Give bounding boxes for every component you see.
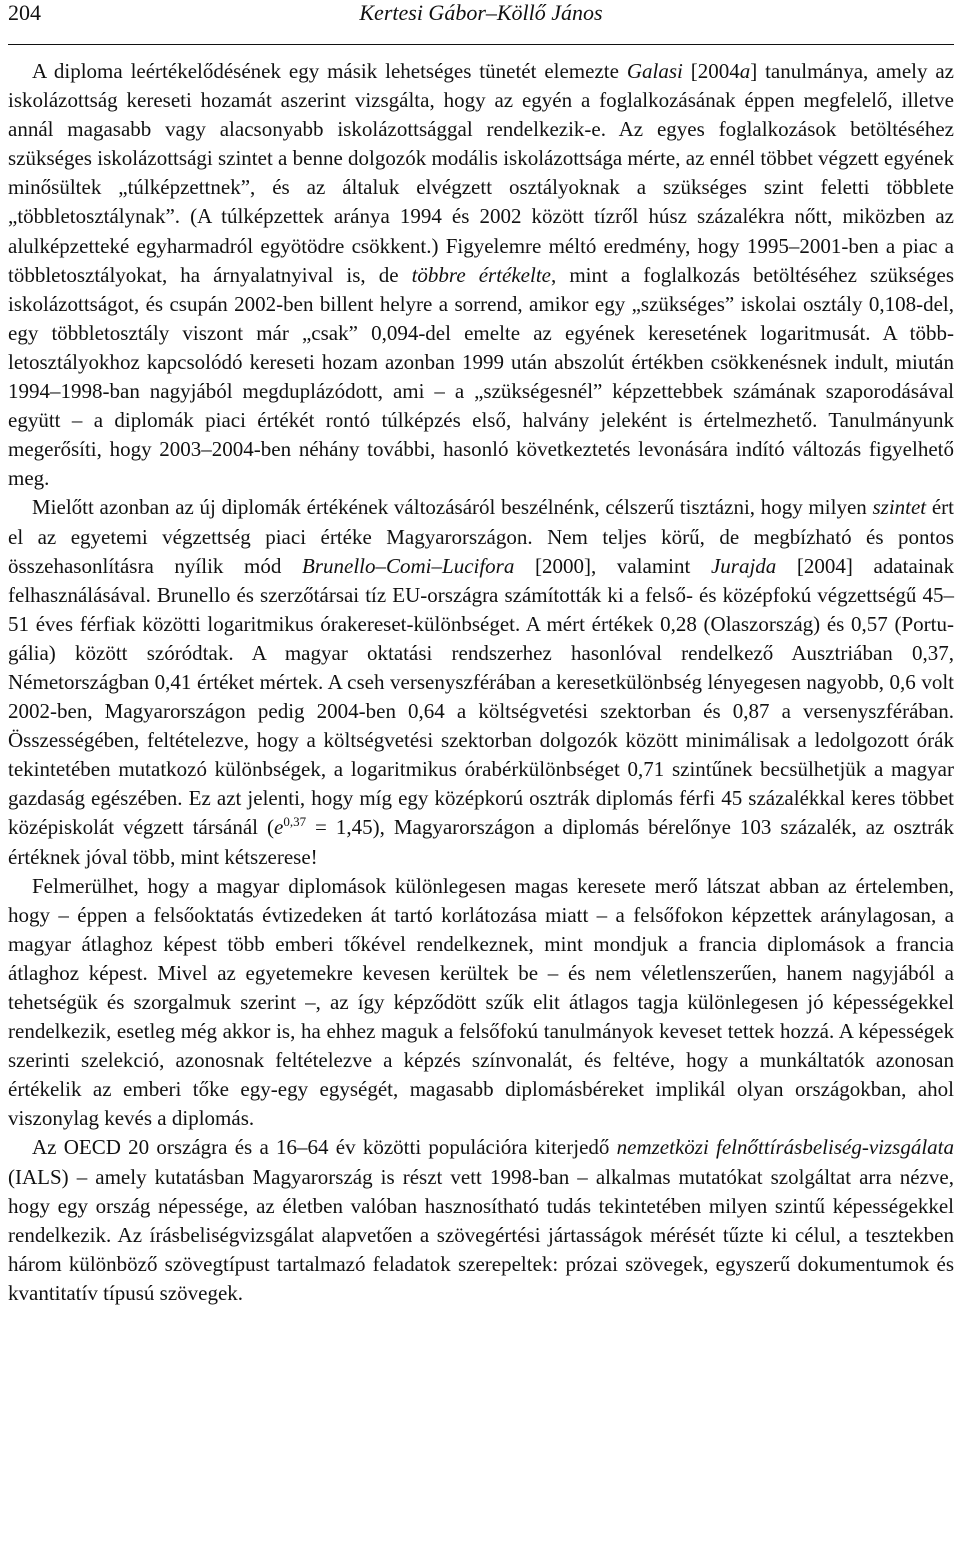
emphasis: nemzetközi felnőttírásbeliség-vizsgálata: [616, 1135, 955, 1160]
paragraph-2: [8, 493, 954, 871]
paragraph-4: [8, 1133, 954, 1308]
page: [8, 0, 954, 1308]
text-run: ] tanulmánya, amely az iskolázottság kereseti hozamát aszerint vizsgálta, hogy az egyén a foglalkozásának éppen megfelelő, illetve annál magasabb vagy alacsonyabb iskolázottsággal rendelkezik-e. Az egyes foglalkozások betöltéséhez szükséges iskolázottsági szintet a benne dolgozók modális iskolázottsága mérte, az ennél többet végzett egyének minősültek „túlképzettnek”, és az általuk elvégzett osztályoknak a szükséges szint feletti többlete „többletosztálynak”. (A túlképzettek aránya 1994 és 2002 között tízről húsz százalékra nőtt, miközben az alulképzetteké egyharmadról egyötödre csökkent.) Figyelemre méltó eredmény, hogy 1995–2001-ben a piac a többletosztályokat, ha árnyalatnyival is, de: [8, 59, 954, 287]
text-run: , mint a foglalkozás betöltéséhez szükséges iskolázottságot, és csupán 2002-ben billent helyre a sorrend, amikor egy „szükséges” iskolai osztály 0,108-del, egy többletosztály viszont már „csak” 0,094-del emelte az egyének keresetének logaritmusát. A többletosztályokhoz kapcsolódó kereseti hozam azonban 1999 után abszolút értékben csökkenésnek indult, miután 1994–1998-ban nagyjából megduplázódott, ami – a „szükségesnél” képzettebbek számának szaporodásával együtt – a diplomák piaci értékét rontó túlképzés első, halvány jeleként is értelmezhető. Tanulmányunk megerősíti, hogy 2003–2004-ben néhány további, hasonló következtetés levonására indító változás figyelhető meg.: [8, 262, 954, 491]
text-run: Felmerülhet, hogy a magyar diplomások különlegesen magas keresete merő látszat abban az értelemben, hogy – éppen a felsőoktatás évtizedeken át tartó korlátozása miatt – a felsőfokon képzettek aránylagosan, a magyar átlaghoz képest több emberi tőkével rendelkeznek, mint mondjuk a francia diplomások a francia átlaghoz képest. Mivel az egyetemekre kevesen kerültek be – és nem véletlenszerűen, hanem nagyjából a tehetségük és szorgalmuk szerint –, az így képződött szűk elit átlagos tagja különlegesen jó képességekkel rendelkezik, esetleg még akkor is, ha ehhez maguk a felsőfokú tanulmányok keveset tettek hozzá. A képességek szerinti szelekció, azonosnak feltételezve a képzés színvonalát, és feltéve, hogy a munkáltatók azonosan értékelik az emberi tőke egy-egy egységét, magasabb diplomásbéreket implikál olyan országokban, ahol viszonylag kevés a diplomás.: [8, 873, 954, 1131]
text-run: ért el az egyetemi végzettség piaci értéke Magyarországon. Nem teljes körű, de megbízható és pontos összehasonlításra nyílik mód: [8, 495, 954, 578]
text-run: [2004] adatainak felhasználásával. Brunello és szerzőtársai tíz EU-országra számították ki a felső- és középfokú végzettségű 45–51 éves férfiak közötti logaritmikus órakereset-különbséget. A mért értékek 0,28 (Olaszország) és 0,57 (Portugália) között szóródtak. A magyar oktatási rendszerhez hasonlóval rendelkező Ausztriában 0,37, Németországban 0,41 értéket mértek. A cseh versenyszférában a keresetkülönbség lényegesen nagyobb, 0,6 volt 2002-ben, Magyarországon pedig 2004-ben 0,64 a költségvetési szektorban és 0,87 a versenyszférában. Összességében, feltételezve, hogy a költségvetési szektorban dolgozók között minimálisak a ledolgozott órák tekintetében mutatkozó különbségek, a logaritmikus órabérkülönbséget 0,71 szintűnek becsülhetjük a magyar gazdaság egészében. Ez azt jelenti, hogy míg egy középkorú osztrák diplomás férfi 45 százalékkal keres többet középiskolát végzett társánál (: [8, 553, 954, 840]
paragraph-3: [8, 872, 954, 1134]
math-e: e: [273, 815, 284, 840]
text-run: [2004: [682, 59, 740, 83]
page-header: [8, 0, 954, 45]
text-run: Mielőtt azonban az új diplomák értékének változásáról beszélnénk, célszerű tisztázni, hogy milyen: [32, 495, 873, 520]
emphasis: többre értékelte: [411, 262, 551, 287]
text-run: Az OECD 20 országra és a 16–64 év közötti populációra kiterjedő: [32, 1135, 617, 1160]
paragraph-1: [8, 57, 954, 493]
page-number: 204: [8, 0, 41, 25]
body-text: [8, 57, 954, 1308]
author-reference: Galasi: [626, 59, 683, 83]
math-exponent: 0,37: [283, 814, 307, 830]
text-run: [2000], valamint: [514, 553, 711, 578]
text-run: = 1,45), Magyarországon a diplomás bérelőnye 103 százalék, az osztrák értéknek jóval több, mint kétszerese!: [8, 815, 955, 869]
running-head: Kertesi Gábor–Köllő János: [359, 0, 603, 25]
emphasis: szintet: [872, 495, 927, 520]
text-run: (IALS) – amely kutatásban Magyarország is részt vett 1998-ban – alkalmas mutatókat szolgáltat arra nézve, hogy egy ország népessége, az életben valóban hasznosítható tudás tekintetében milyen szintű képességekkel rendelkezik. Az írásbeliségvizsgálat alapvetően a szövegértési jártasságok mérését tűzte ki célul, a tesztekben három különböző szövegtípust tartalmazó feladatok szerepeltek: prózai szövegek, egyszerű dokumentumok és kvantitatív típusú szövegek.: [8, 1164, 954, 1305]
citation-suffix: a: [739, 59, 751, 83]
text-run: A diploma leértékelődésének egy másik lehetséges tünetét elemezte: [32, 59, 627, 83]
author-reference: Jurajda: [710, 553, 777, 578]
author-reference: Brunello–Comi–Lucifora: [302, 553, 515, 578]
